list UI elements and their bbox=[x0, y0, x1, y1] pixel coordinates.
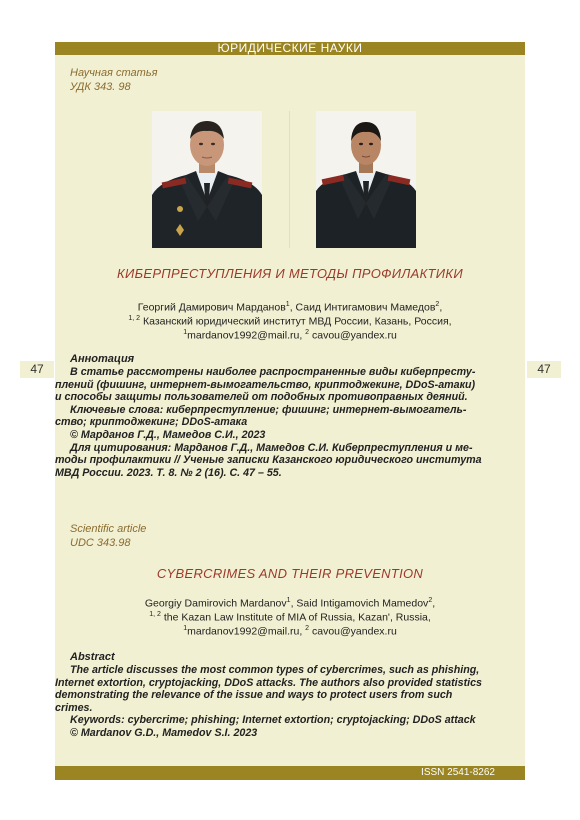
affiliation-en: the Kazan Law Institute of MIA of Russia, Kazan', Russia, bbox=[163, 611, 431, 624]
email1-ru: mardanov1992@mail.ru, bbox=[187, 329, 303, 342]
abstract-ru bbox=[55, 366, 525, 479]
authors-ru: Георгий Дамирович Марданов$^1$, Саид Интигамович Мамедов$^2$, bbox=[137, 301, 443, 314]
email2-en: cavou@yandex.ru bbox=[312, 625, 397, 638]
emails-ru: $^1$mardanov1992@mail.ru, $^2$ cavou@yandex.ru bbox=[183, 329, 397, 342]
citation-line: МВД России. 2023. Т. 8. № 2 (16). С. 47 – 55. bbox=[55, 466, 282, 479]
abstract-en bbox=[55, 664, 525, 740]
citation-line: Для цитирования: Марданов Г.Д., Мамедов С.И. Киберпреступления и ме- bbox=[70, 441, 473, 454]
abstract-line: и способы защиты пользователей от подобных противоправных деяний. bbox=[55, 391, 468, 404]
abstract-line: demonstrating the relevance of the issue and ways to protect users from such bbox=[55, 689, 453, 702]
abstract-head-ru: Аннотация bbox=[70, 353, 135, 365]
udc-ru: УДК 343. 98 bbox=[70, 81, 131, 93]
affiliation-ru: Казанский юридический институт МВД России, Казань, Россия, bbox=[143, 315, 452, 328]
section-title: ЮРИДИЧЕСКИЕ НАУКИ bbox=[217, 41, 363, 55]
abstract-line: crimes. bbox=[55, 701, 93, 714]
keywords-line: Ключевые слова: киберпреступление; фишинг; интернет-вымогатель- bbox=[70, 403, 467, 416]
title-ru: КИБЕРПРЕСТУПЛЕНИЯ И МЕТОДЫ ПРОФИЛАКТИКИ bbox=[117, 266, 463, 281]
abstract-line: The article discusses the most common types of cybercrimes, such as phishing, bbox=[70, 664, 480, 676]
citation-line: тоды профилактики // Ученые записки Казанского юридического института bbox=[55, 454, 482, 467]
abstract-line: В статье рассмотрены наиболее распространенные виды киберпресту- bbox=[70, 366, 476, 378]
udc-en: UDC 343.98 bbox=[70, 537, 131, 549]
page-number-right: 47 bbox=[527, 361, 561, 378]
author-photo-mamedov bbox=[316, 111, 416, 248]
author1-ru: Георгий Дамирович Марданов bbox=[137, 301, 286, 314]
author-photo-mardanov bbox=[152, 111, 262, 248]
email1-en: mardanov1992@mail.ru, bbox=[187, 625, 303, 638]
issn: ISSN 2541-8262 bbox=[421, 767, 495, 778]
title-en: CYBERCRIMES AND THEIR PREVENTION bbox=[156, 566, 424, 581]
article-type-en: Scientific article bbox=[70, 523, 147, 535]
section-header bbox=[55, 42, 525, 55]
authors-en: Georgiy Damirovich Mardanov$^1$, Said Intigamovich Mamedov$^2$, bbox=[144, 597, 436, 610]
abstract-head-en: Abstract bbox=[70, 651, 115, 663]
photo-divider bbox=[289, 111, 290, 248]
affil-sup-en: 1, 2 bbox=[149, 611, 161, 618]
footer-band bbox=[55, 766, 525, 780]
abstract-line: Internet extortion, cryptojacking, DDoS attacks. The authors also provided statistics bbox=[55, 676, 483, 689]
author2-ru: Саид Интигамович Мамедов bbox=[295, 301, 436, 314]
email2-ru: cavou@yandex.ru bbox=[312, 329, 397, 342]
page-number-left: 47 bbox=[20, 361, 54, 378]
keywords-line: ство; криптоджекинг; DDoS-атака bbox=[55, 416, 248, 429]
article-type-ru: Научная статья bbox=[70, 67, 158, 79]
author2-en: Said Intigamovich Mamedov bbox=[296, 597, 429, 610]
keywords-en: Keywords: cybercrime; phishing; Internet extortion; cryptojacking; DDoS attack bbox=[70, 714, 476, 727]
copyright-en: © Mardanov G.D., Mamedov S.I. 2023 bbox=[70, 726, 258, 739]
copyright-ru: © Марданов Г.Д., Мамедов С.И., 2023 bbox=[70, 428, 266, 441]
author1-en: Georgiy Damirovich Mardanov bbox=[144, 597, 287, 610]
affil-sup-ru: 1, 2 bbox=[128, 315, 141, 322]
abstract-line: плений (фишинг, интернет-вымогательство, криптоджекинг, DDoS-атаки) bbox=[55, 378, 476, 391]
emails-en: $^1$mardanov1992@mail.ru, $^2$ cavou@yandex.ru bbox=[183, 625, 397, 638]
